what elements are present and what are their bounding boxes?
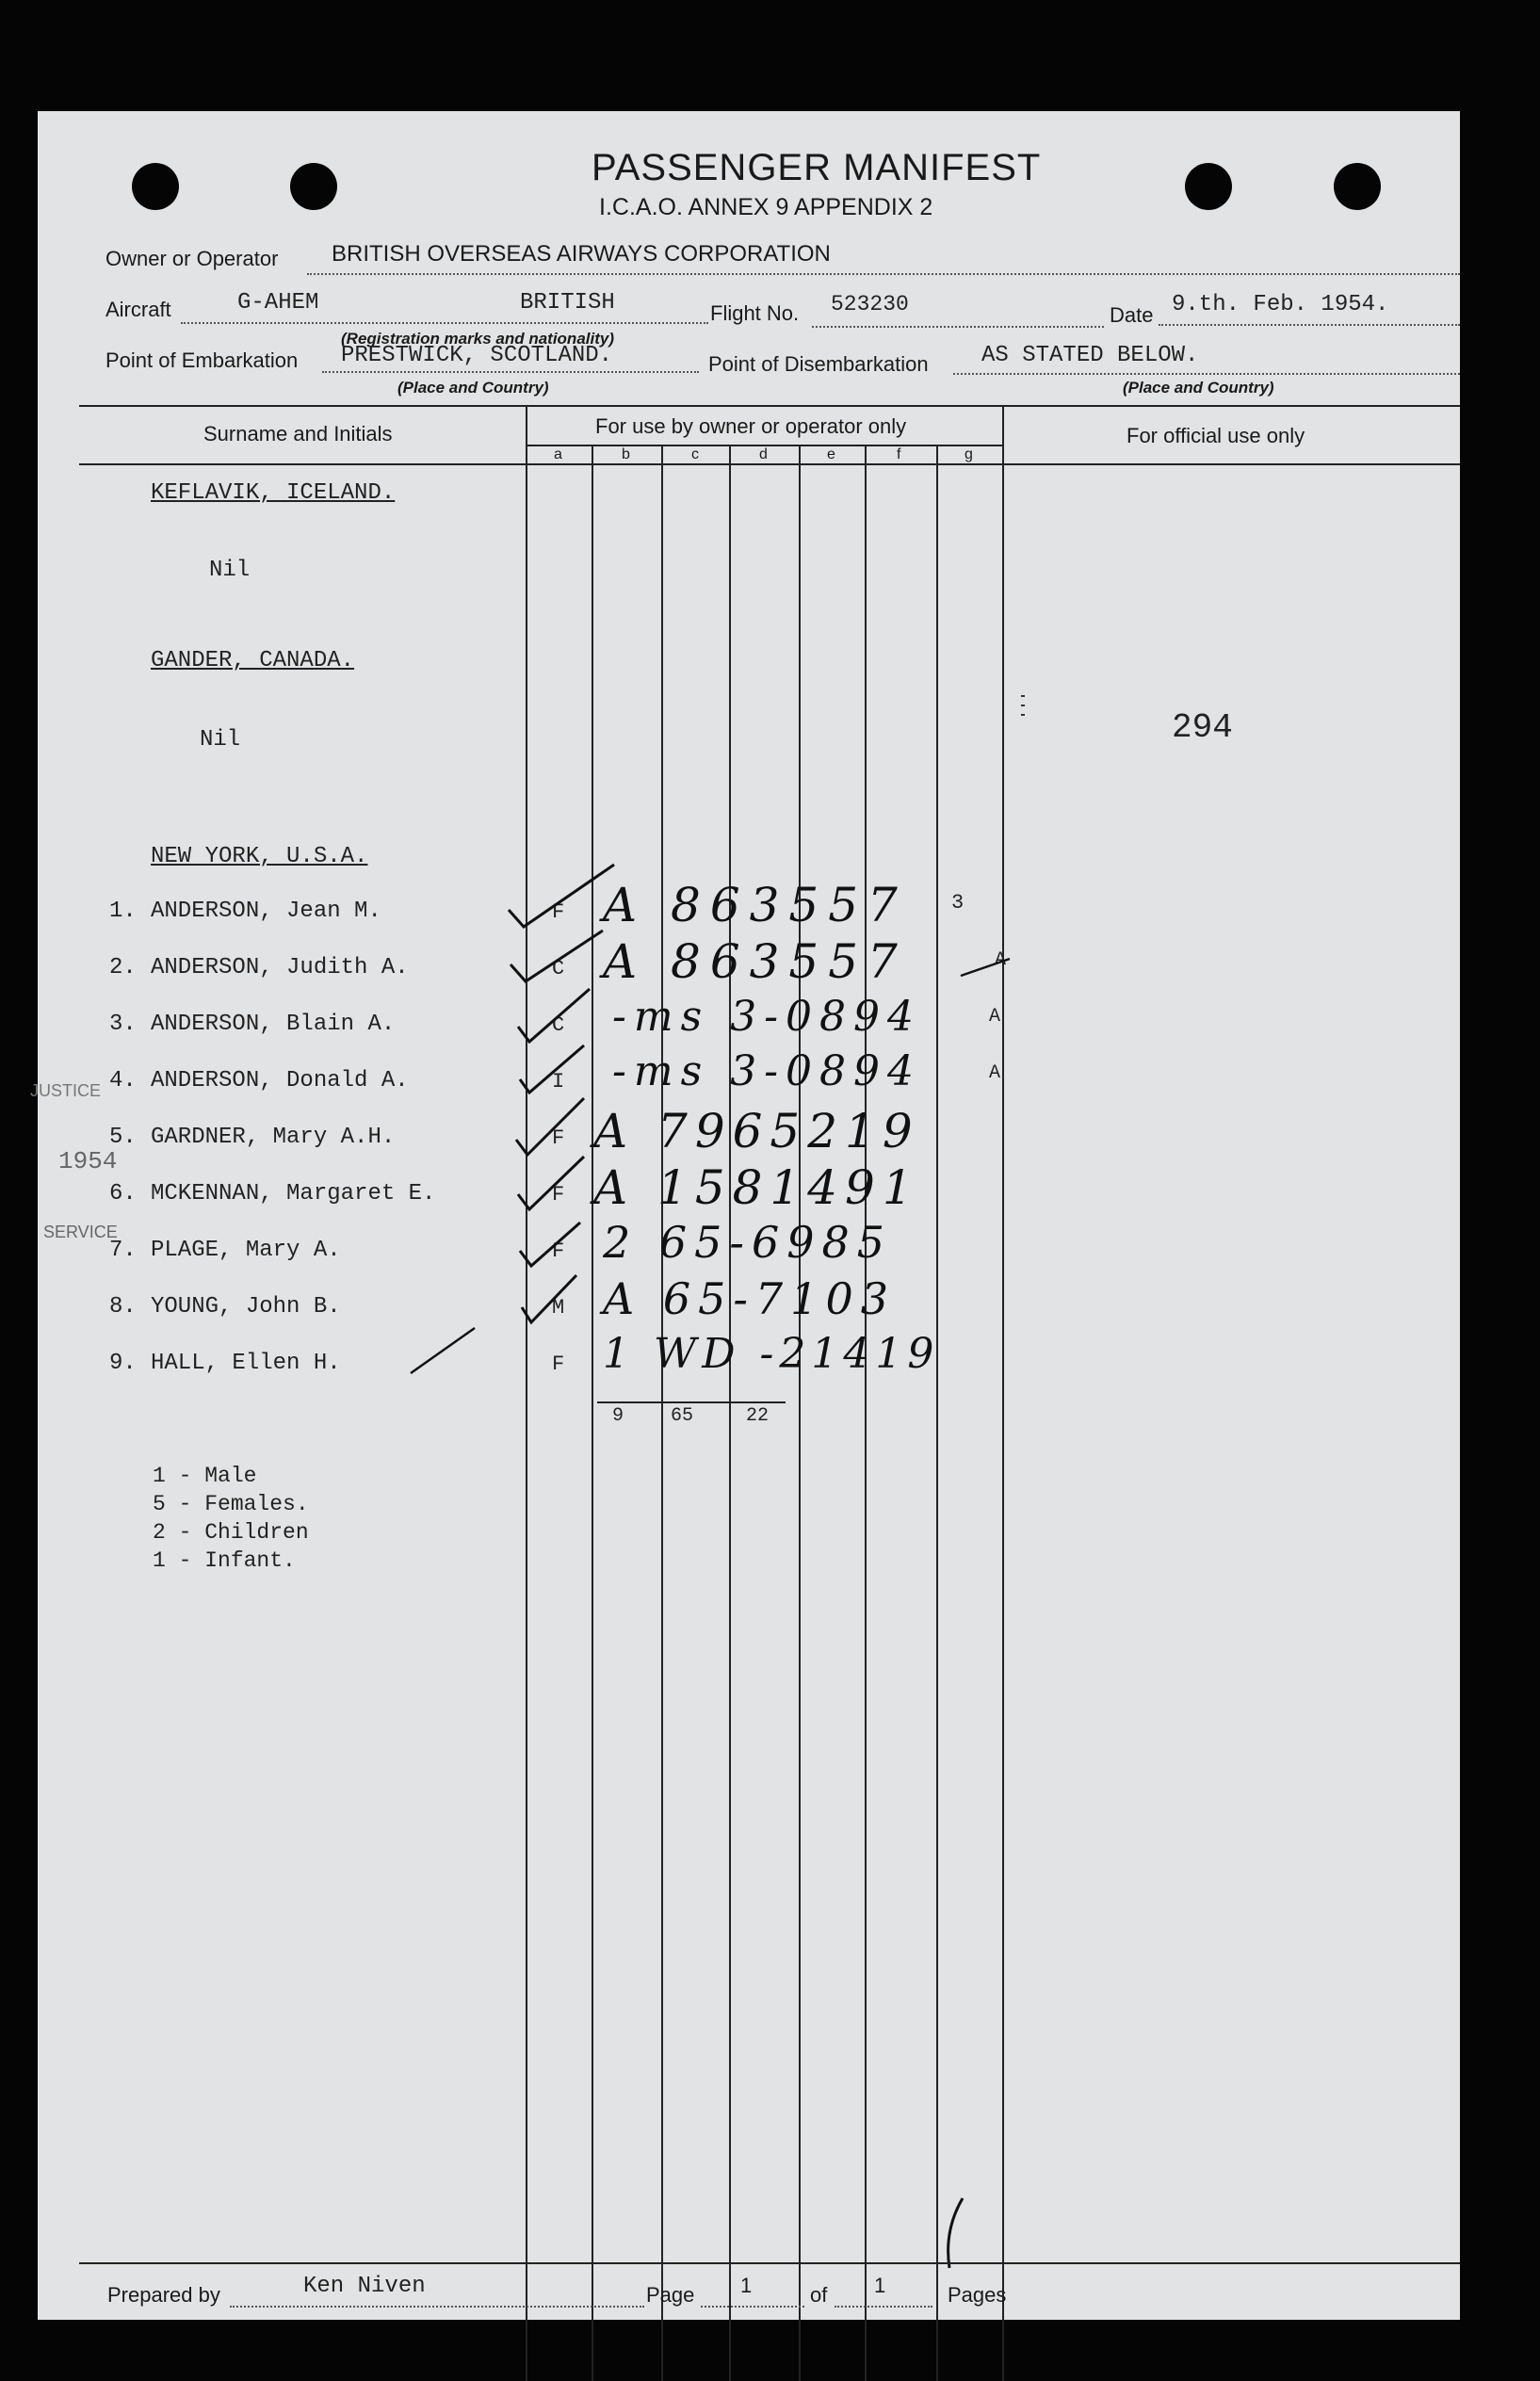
date-value: 9.th. Feb. 1954. (1172, 292, 1389, 317)
passenger-annotation: 3 (951, 891, 965, 915)
passenger-number: 9. (109, 1351, 137, 1376)
passenger-annotation: A (989, 1062, 1001, 1084)
stamp-text: SERVICE (43, 1223, 118, 1241)
manifest-subtitle: I.C.A.O. ANNEX 9 APPENDIX 2 (599, 194, 933, 220)
passenger-number: 1. (109, 899, 137, 924)
hall-stroke (411, 1328, 475, 1373)
tick-mark (520, 1045, 584, 1093)
passenger-number: 3. (109, 1012, 137, 1037)
subcolumn-f: f (897, 446, 901, 462)
passenger-number: 4. (109, 1068, 137, 1093)
total-b: 9 (612, 1405, 624, 1427)
passenger-code: C (552, 1013, 565, 1037)
passenger-number: 7. (109, 1238, 137, 1263)
passenger-annotation: A (989, 1006, 1001, 1028)
subcolumn-a: a (554, 446, 562, 462)
passenger-name: HALL, Ellen H. (151, 1351, 341, 1376)
summary-line: 1 - Infant. (153, 1548, 296, 1573)
tick-mark (518, 989, 590, 1042)
flight-number: 523230 (831, 292, 909, 316)
passenger-passport: A 863557 (603, 878, 907, 932)
passenger-code: F (552, 1126, 565, 1150)
stamp-text: JUSTICE (30, 1081, 102, 1100)
passenger-passport: A 1581491 (593, 1160, 920, 1215)
subcolumn-b: b (622, 446, 630, 462)
tick-mark (522, 1275, 576, 1322)
total-d: 22 (746, 1405, 770, 1427)
passenger-code: M (552, 1296, 565, 1320)
footer-rule (79, 2262, 1460, 2264)
tick-marks (38, 111, 1460, 2320)
owner-column-header: For use by owner or operator only (595, 414, 907, 438)
of-label: of (810, 2283, 828, 2307)
passenger-passport: 2 65-6985 (603, 1217, 893, 1268)
stopover-note: Nil (209, 558, 251, 583)
passenger-name: ANDERSON, Donald A. (151, 1068, 409, 1093)
passenger-passport: 1 WD -21419 (603, 1330, 940, 1378)
manifest-sheet (30, 111, 1460, 2320)
prepared-by-label: Prepared by (107, 2283, 220, 2307)
totals-rule (597, 1401, 786, 1403)
passenger-number: 6. (109, 1181, 137, 1207)
passenger-name: MCKENNAN, Margaret E. (151, 1181, 436, 1207)
tick-mark (509, 865, 614, 927)
right-edge-stroke (961, 959, 1010, 976)
page-number: 1 (740, 2274, 753, 2297)
passenger-code: F (552, 1352, 565, 1376)
aircraft-label: Aircraft (105, 298, 171, 321)
tick-mark (516, 1098, 584, 1155)
flight-label: Flight No. (710, 301, 800, 325)
pages-label: Pages (948, 2283, 1007, 2307)
of-dotted-line (835, 2306, 932, 2308)
subcolumn-c: c (691, 446, 699, 462)
owner-label: Owner or Operator (105, 247, 279, 270)
summary-line: 2 - Children (153, 1520, 309, 1545)
subcolumn-g: g (965, 446, 973, 462)
passenger-number: 8. (109, 1294, 137, 1320)
disembarkation-caption: (Place and Country) (1123, 379, 1274, 397)
passenger-number: 2. (109, 955, 137, 980)
passenger-code: F (552, 1183, 565, 1207)
passenger-passport: A 863557 (603, 934, 907, 989)
stamp-text: 1954 (58, 1147, 118, 1175)
page-count: 1 (874, 2274, 886, 2297)
embarkation-caption: (Place and Country) (397, 379, 549, 397)
passenger-name: GARDNER, Mary A.H. (151, 1125, 396, 1150)
tick-mark (511, 931, 603, 981)
passenger-name: ANDERSON, Blain A. (151, 1012, 396, 1037)
passenger-passport: -ms 3-0894 (612, 1047, 921, 1095)
disembarkation-label: Point of Disembarkation (708, 352, 929, 376)
passenger-passport: -ms 3-0894 (612, 993, 921, 1041)
aircraft-caption: (Registration marks and nationality) (341, 330, 614, 348)
passenger-code: F (552, 900, 565, 924)
aircraft-registration: G-AHEM (237, 290, 319, 316)
summary-line: 1 - Male (153, 1464, 257, 1488)
passenger-code: F (552, 1239, 565, 1263)
subcolumn-e: e (827, 446, 835, 462)
passenger-annotation: A (995, 949, 1007, 971)
manifest-title: PASSENGER MANIFEST (592, 147, 1042, 188)
passenger-code: C (552, 957, 565, 980)
bottom-paren-mark (948, 2198, 963, 2268)
page-dotted-line (701, 2306, 804, 2308)
surname-column-header: Surname and Initials (203, 422, 393, 445)
total-c: 65 (671, 1405, 694, 1427)
date-label: Date (1110, 303, 1154, 327)
passenger-name: ANDERSON, Judith A. (151, 955, 409, 980)
stopover-place: GANDER, CANADA. (151, 648, 355, 673)
passenger-number: 5. (109, 1125, 137, 1150)
official-column-header: For official use only (1127, 424, 1305, 447)
page-label: Page (646, 2283, 695, 2307)
tick-mark (518, 1157, 584, 1209)
passenger-name: PLAGE, Mary A. (151, 1238, 341, 1263)
passenger-name: YOUNG, John B. (151, 1294, 341, 1320)
tick-mark (520, 1223, 580, 1266)
passenger-code: I (552, 1070, 565, 1093)
prepared-by-dotted-line (230, 2306, 644, 2308)
stopover-place: KEFLAVIK, ICELAND. (151, 480, 396, 506)
stopover-note: Nil (200, 727, 241, 753)
passenger-passport: A 65-7103 (603, 1273, 896, 1324)
subcolumn-d: d (759, 446, 768, 462)
aircraft-nationality: BRITISH (520, 290, 615, 316)
owner-value: BRITISH OVERSEAS AIRWAYS CORPORATION (332, 241, 831, 267)
summary-line: 5 - Females. (153, 1492, 309, 1516)
passenger-name: ANDERSON, Jean M. (151, 899, 381, 924)
official-number: 294 (1172, 708, 1233, 747)
passenger-passport: A 7965219 (593, 1104, 920, 1158)
embarkation-label: Point of Embarkation (105, 348, 299, 372)
destination-place: NEW YORK, U.S.A. (151, 844, 368, 869)
embarkation-value: PRESTWICK, SCOTLAND. (341, 343, 613, 368)
prepared-by-value: Ken Niven (303, 2274, 426, 2299)
disembarkation-value: AS STATED BELOW. (981, 343, 1199, 368)
